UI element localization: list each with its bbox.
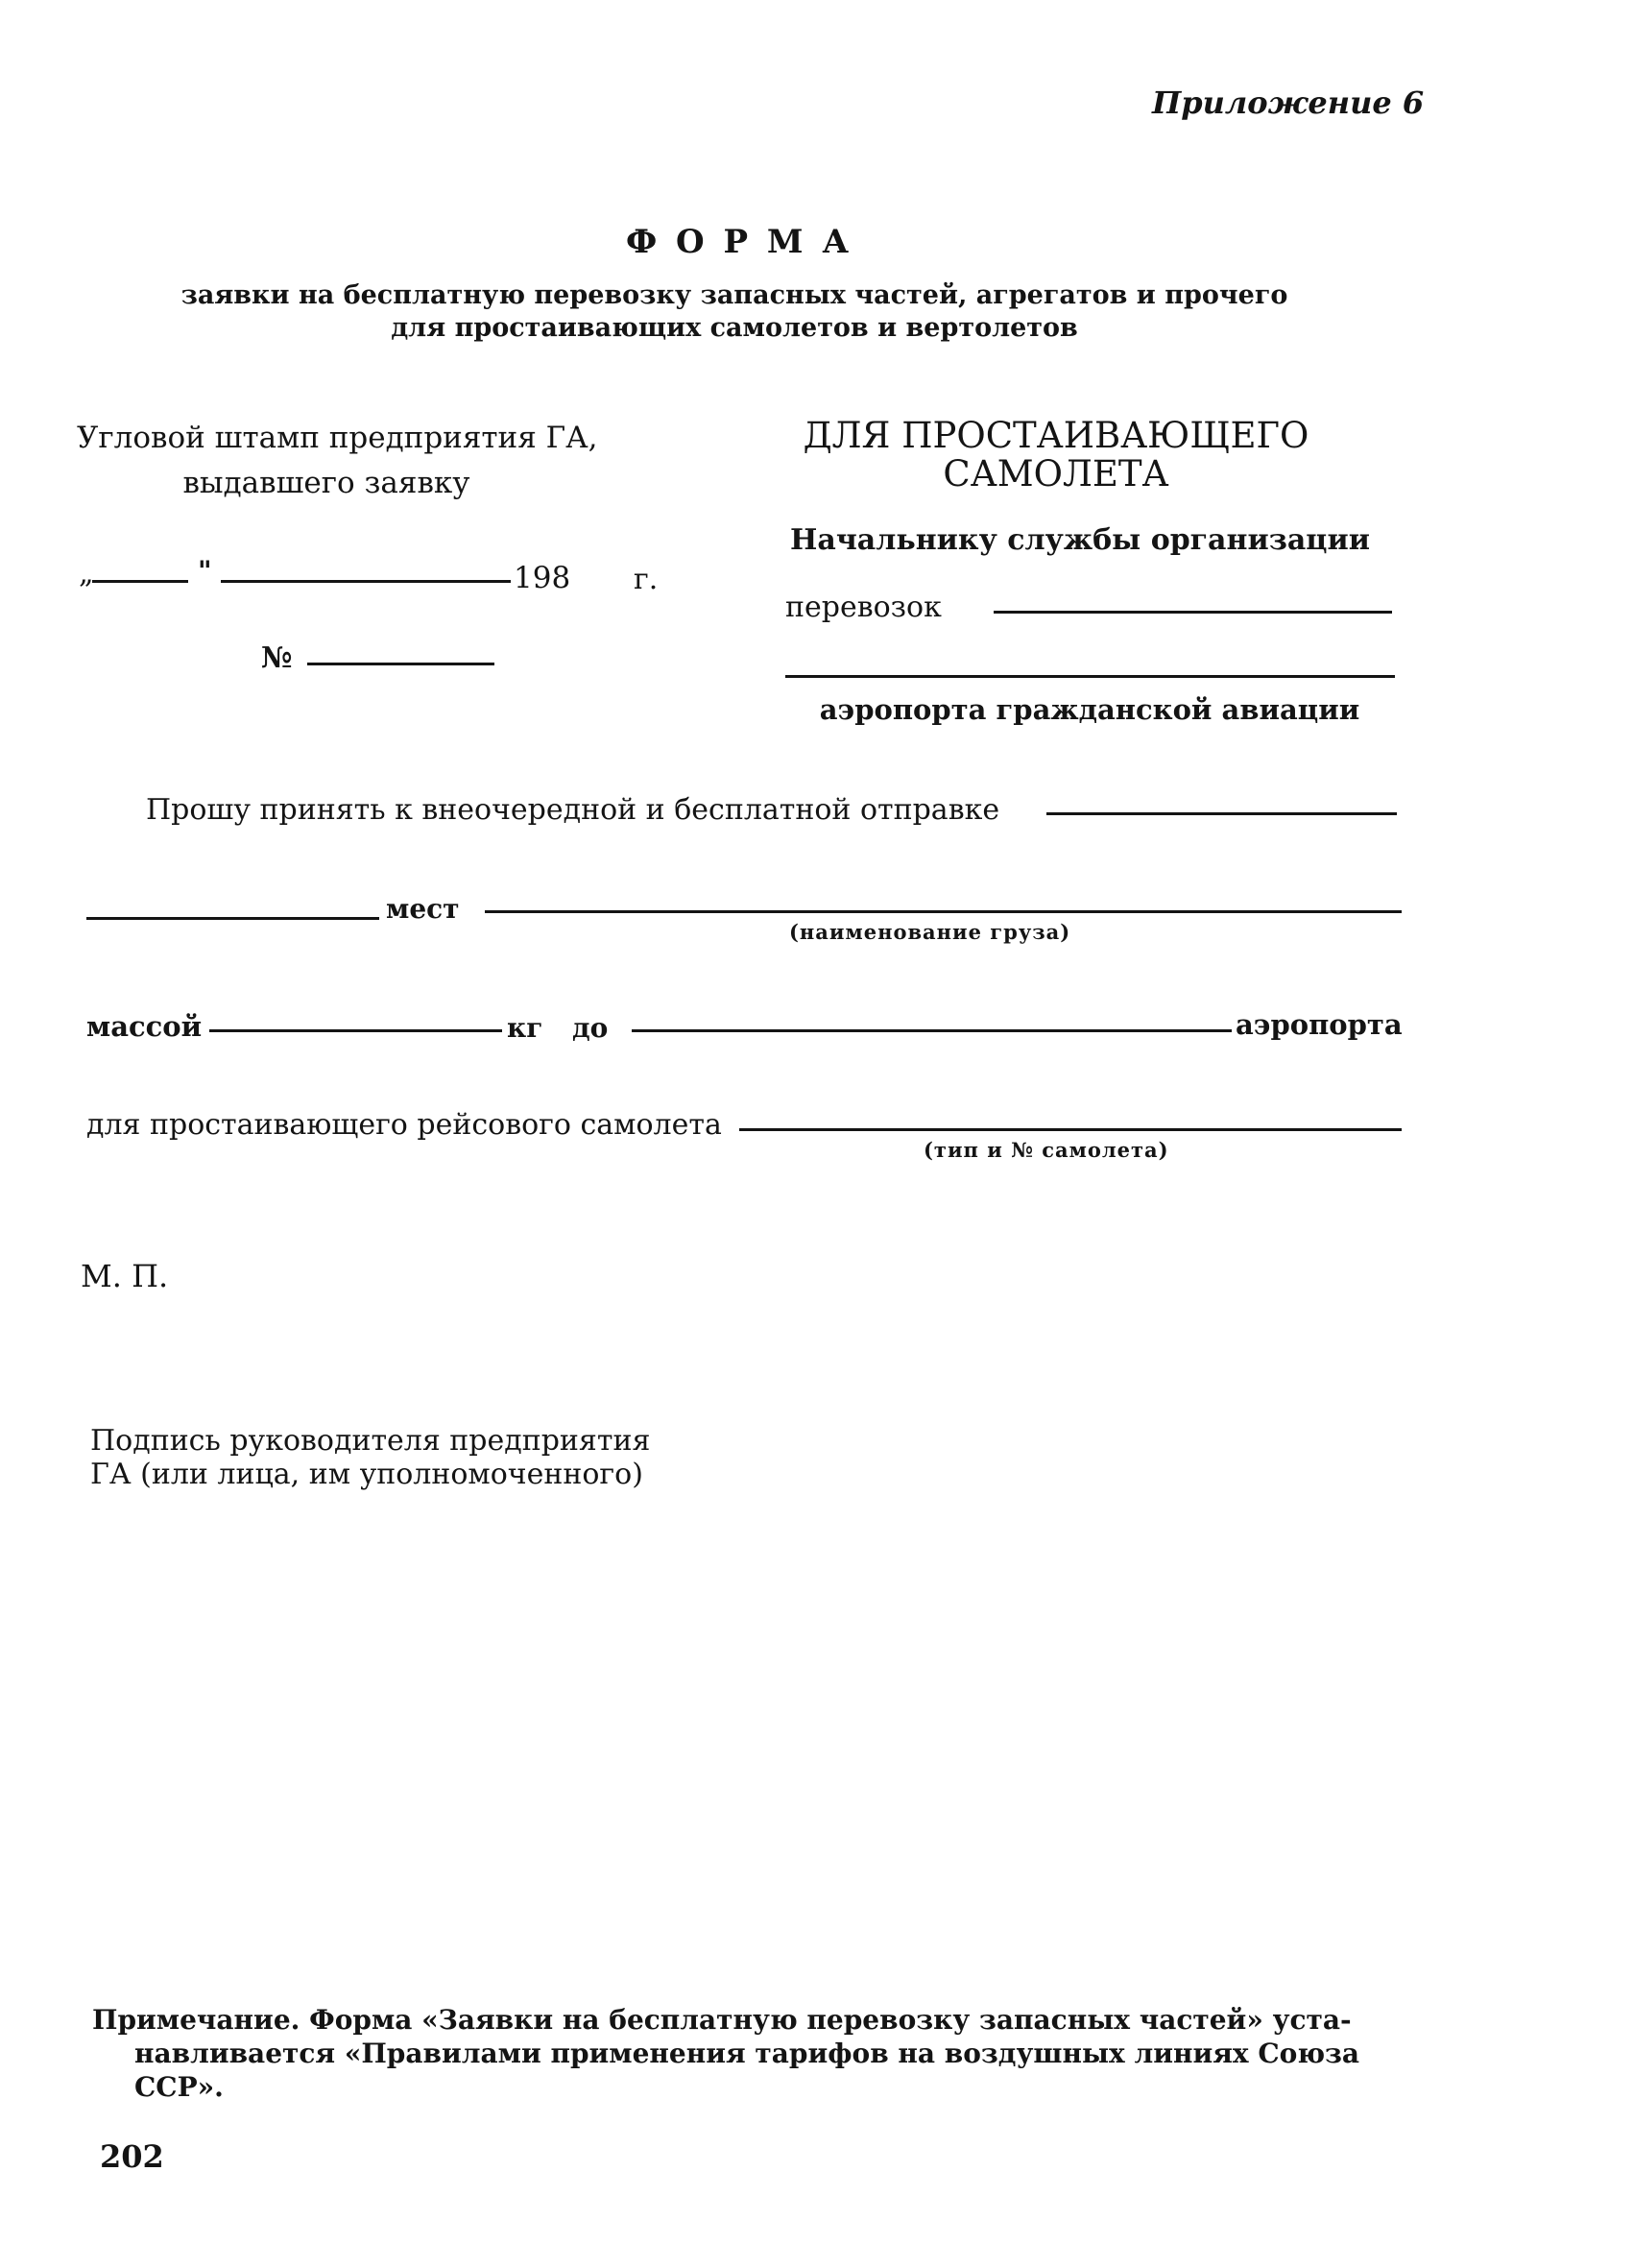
- to-label: до: [572, 1012, 609, 1044]
- form-title: Ф О Р М А: [625, 223, 853, 261]
- aircraft-text: для простаивающего рейсового самолета: [86, 1108, 722, 1142]
- airport-label: аэропорта гражданской авиации: [819, 693, 1360, 726]
- date-year-suffix: г.: [634, 563, 659, 596]
- mass-field[interactable]: [209, 1029, 502, 1032]
- aircraft-caption: (тип и № самолета): [924, 1138, 1169, 1162]
- stamp-label-line1: Угловой штамп предприятия ГА,: [77, 421, 598, 455]
- addressee-heading-line2: САМОЛЕТА: [943, 453, 1169, 495]
- stamp-label-line2: выдавшего заявку: [182, 466, 470, 500]
- note-line2: навливается «Правилами применения тарифов на воздушных линиях Союза: [134, 2038, 1360, 2069]
- note-line3: ССР».: [134, 2071, 224, 2103]
- signature-label-line1: Подпись руководителя предприятия: [90, 1424, 651, 1458]
- form-subtitle-line1: заявки на бесплатную перевозку запасных частей, агрегатов и прочего: [180, 280, 1288, 310]
- number-label: №: [261, 641, 293, 675]
- note-line1: Примечание. Форма «Заявки на бесплатную перевозку запасных частей» уста-: [92, 2004, 1352, 2036]
- appendix-label: Приложение 6: [1152, 84, 1425, 121]
- cargo-caption: (наименование груза): [789, 920, 1071, 944]
- date-month-field[interactable]: [221, 580, 511, 583]
- seal-mark: М. П.: [81, 1258, 169, 1294]
- page-number: 202: [100, 2138, 164, 2175]
- cargo-name-field[interactable]: [485, 910, 1402, 913]
- signature-label-line2: ГА (или лица, им уполномоченного): [90, 1458, 643, 1491]
- organization-field[interactable]: [785, 675, 1395, 678]
- places-label: мест: [386, 893, 460, 925]
- request-field[interactable]: [1046, 812, 1397, 815]
- form-subtitle-line2: для простаивающих самолетов и вертолетов: [391, 313, 1078, 343]
- addressee-to-line: Начальнику службы организации: [790, 523, 1370, 557]
- date-open-quote: „: [79, 557, 94, 591]
- date-day-field[interactable]: [92, 580, 188, 583]
- request-text: Прошу принять к внеочередной и бесплатной отправке: [146, 793, 1000, 827]
- number-field[interactable]: [307, 663, 494, 665]
- aircraft-field[interactable]: [739, 1128, 1402, 1131]
- transport-field[interactable]: [994, 611, 1392, 614]
- destination-airport-label: аэропорта: [1236, 1008, 1403, 1041]
- date-year-prefix: 198: [514, 561, 571, 595]
- kg-label: кг: [507, 1012, 543, 1044]
- transport-label: перевозок: [785, 591, 942, 624]
- places-count-field[interactable]: [86, 917, 379, 920]
- mass-label: массой: [86, 1010, 203, 1043]
- addressee-heading-line1: ДЛЯ ПРОСТАИВАЮЩЕГО: [803, 415, 1309, 456]
- destination-field[interactable]: [632, 1029, 1232, 1032]
- date-close-quote: ": [198, 555, 212, 587]
